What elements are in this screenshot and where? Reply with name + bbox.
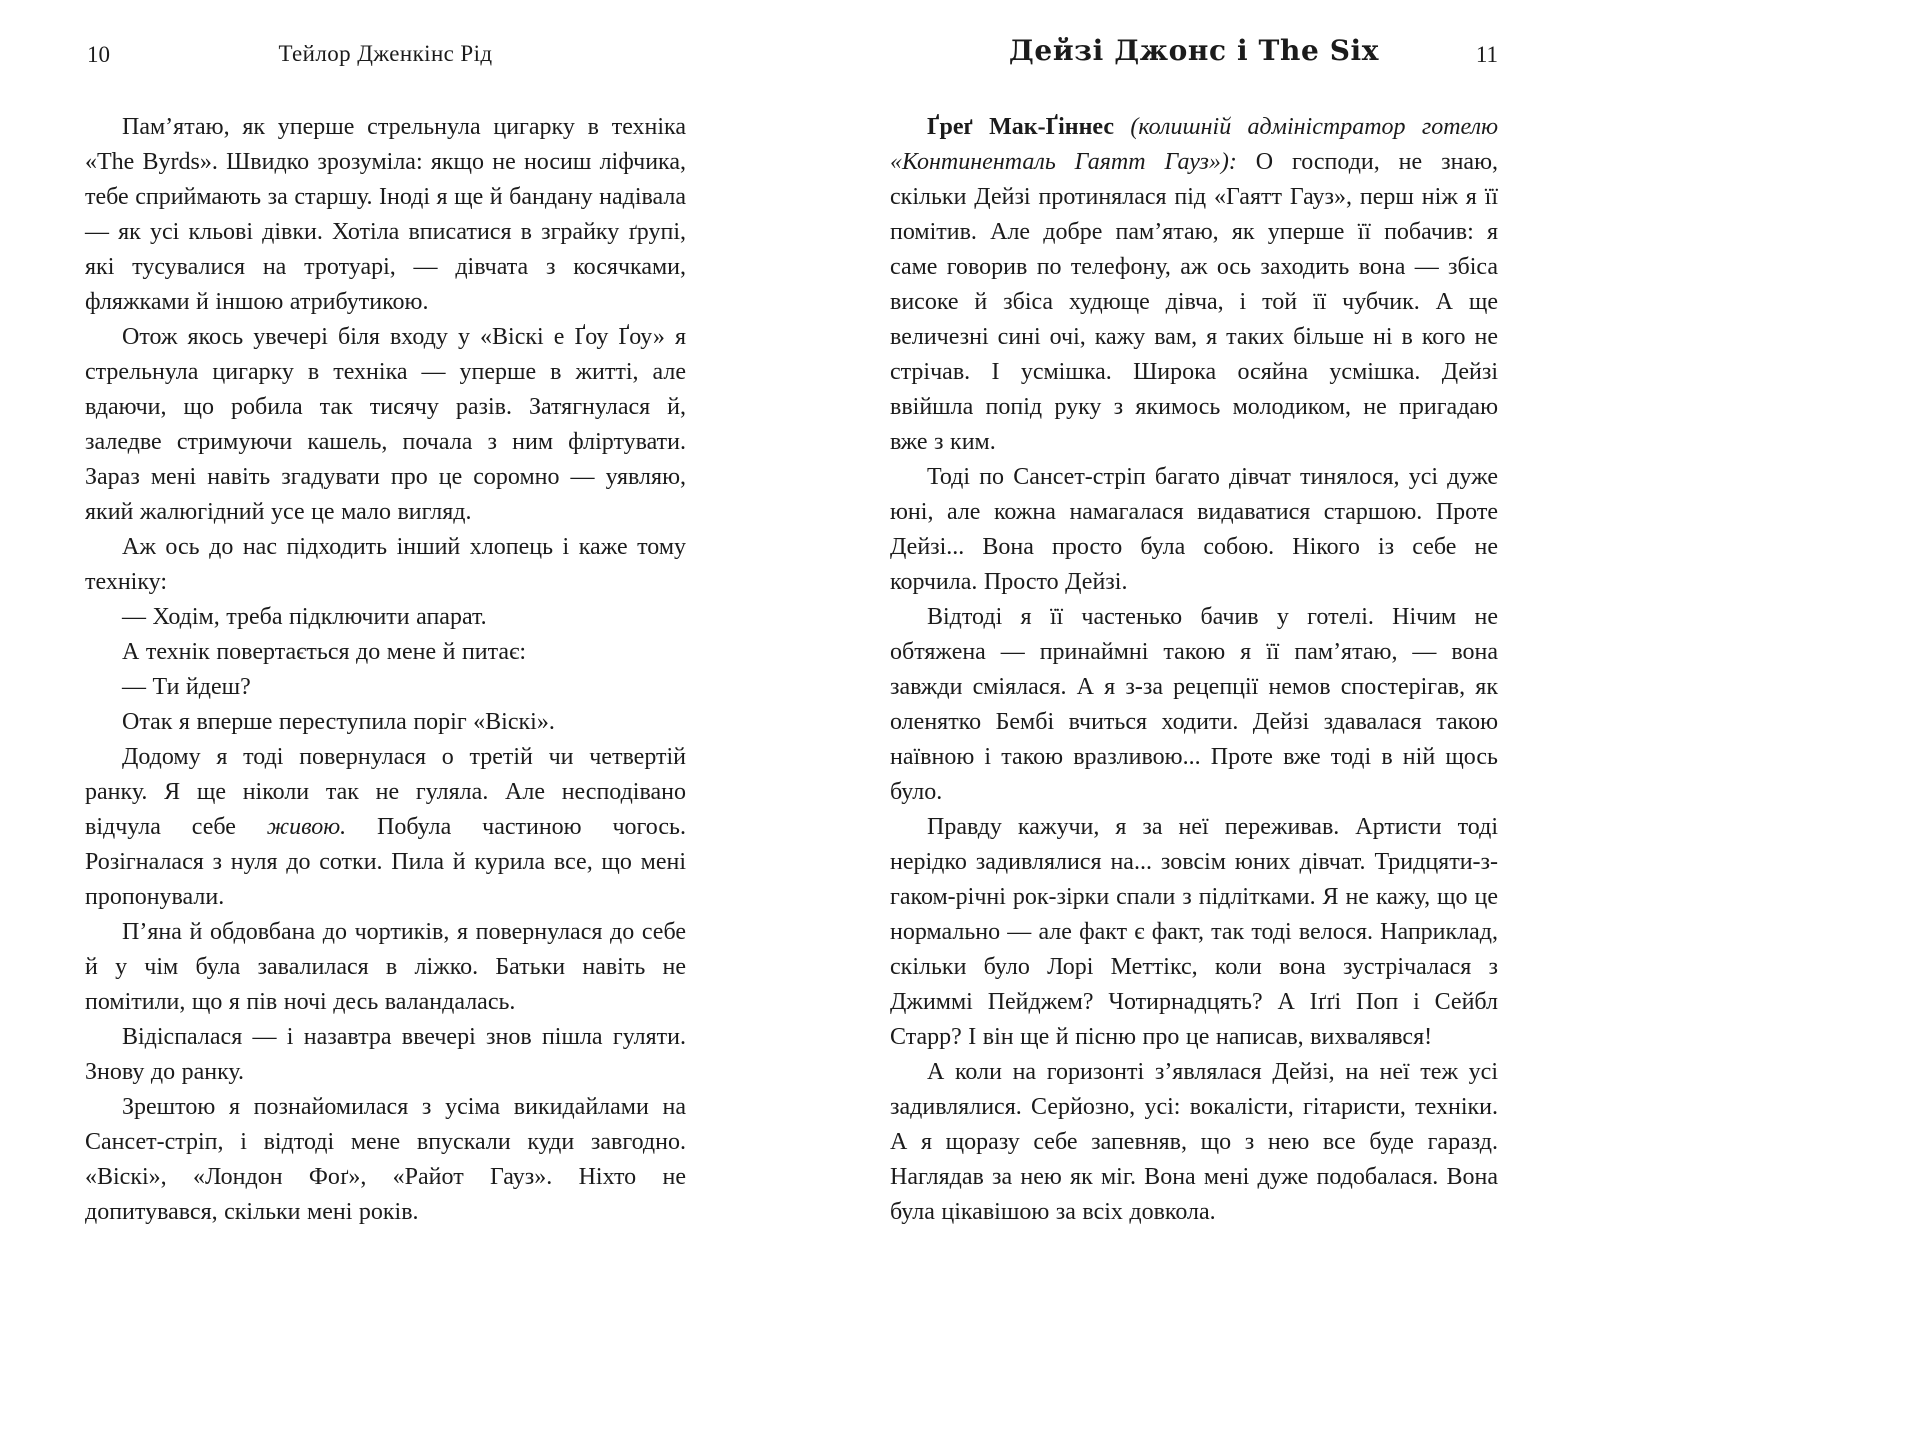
left-page [85, 0, 686, 1440]
right-page-text [890, 110, 1498, 1230]
text-segment: Зрештою я познайомилася з усіма викидайлами на Сансет-стріп, і відтоді мене впускали куди завгодно. «Віскі», «Лондон Фоґ», «Райот Гауз». Ніхто не допитувався, скільки мені років. [85, 1094, 686, 1225]
paragraph [890, 810, 1498, 1055]
paragraph [85, 1020, 686, 1090]
text-segment: А технік повертається до мене й питає: [122, 639, 527, 665]
paragraph [890, 110, 1498, 460]
text-segment: Пам’ятаю, як уперше стрельнула цигарку в техніка «The Byrds». Швидко зрозуміла: якщо не носиш ліфчика, тебе сприймають за старшу. Іноді я ще й бандану надівала — як усі кльові дівки. Хотіла вписатися в зграйку ґрупі, які тусувалися на тротуарі, — дівчата з косячками, фляжками й іншою атрибутикою. [85, 114, 686, 315]
paragraph [85, 110, 686, 320]
paragraph [890, 600, 1498, 810]
text-segment: Відіспалася — і назавтра ввечері знов пішла гуляти. Знову до ранку. [85, 1024, 686, 1085]
text-segment: Правду кажучи, я за неї переживав. Артисти тоді нерідко задивлялися на... зовсім юних дівчат. Тридцяти-з-гаком-річні рок-зірки спали з підлітками. Я не кажу, що це нормально — але факт є факт, так тоді велося. Наприклад, скільки було Лорі Меттікс, коли вона зустрічалася з Джиммі Пейджем? Чотирнадцять? А Іґґі Поп і Сейбл Старр? І він ще й пісню про це написав, вихвалявся! [890, 814, 1498, 1050]
text-segment: А коли на горизонті з’являлася Дейзі, на неї теж усі задивлялися. Серйозно, усі: вокалісти, гітаристи, техніки. А я щоразу себе запевняв, що з нею все буде гаразд. Наглядав за нею як міг. Вона мені дуже подобалася. Вона була цікавішою за всіх довкола. [890, 1059, 1498, 1225]
text-segment: Аж ось до нас підходить інший хлопець і каже тому техніку: [85, 534, 686, 595]
text-segment: Побула частиною чогось. Розігналася з нуля до сотки. Пила й курила все, що мені пропонували. [85, 814, 686, 910]
bold-text-segment: Ґреґ Мак-Ґіннес [927, 114, 1131, 140]
italic-text-segment: (колишній адміністратор готелю «Континенталь Гаятт Гауз»): [890, 114, 1498, 175]
italic-text-segment: живою. [266, 814, 347, 840]
paragraph [85, 740, 686, 915]
text-segment: О господи, не знаю, скільки Дейзі протинялася під «Гаятт Гауз», перш ніж я її помітив. Але добре пам’ятаю, як уперше її побачив: я саме говорив по телефону, аж ось заходить вона — збіса високе й збіса худюще дівча, і той її чубчик. А ще величезні сині очі, кажу вам, я таких більше ні в кого не стрічав. І усмішка. Широка осяйна усмішка. Дейзі ввійшла попід руку з якимось молодиком, не пригадаю вже з ким. [890, 149, 1498, 455]
text-segment: Відтоді я її частенько бачив у готелі. Нічим не обтяжена — принаймні такою я її пам’ятаю, — вона завжди сміялася. А я з-за рецепції немов спостерігав, як оленятко Бембі вчиться ходити. Дейзі здавалася такою наївною і такою вразливою... Проте вже тоді в ній щось було. [890, 604, 1498, 805]
left-page-text [85, 110, 686, 1230]
text-segment: — Ходім, треба підключити апарат. [122, 604, 487, 630]
paragraph [85, 530, 686, 600]
paragraph [890, 1055, 1498, 1230]
paragraph [85, 320, 686, 530]
right-running-head: Дейзі Джонс і The Six [1008, 34, 1380, 67]
left-running-head: Тейлор Дженкінс Рід [278, 41, 493, 66]
paragraph [85, 1090, 686, 1230]
text-segment: Додому я тоді повернулася о третій чи четвертій ранку. Я ще ніколи так не гуляла. Але несподівано відчула себе [85, 744, 686, 840]
paragraph [85, 915, 686, 1020]
right-page-number: 11 [1475, 42, 1498, 67]
text-segment: П’яна й обдовбана до чортиків, я повернулася до себе й у чім була завалилася в ліжко. Батьки навіть не помітили, що я пів ночі десь валандалась. [85, 919, 686, 1015]
text-segment: — Ти йдеш? [122, 674, 251, 700]
paragraph [85, 635, 686, 670]
text-segment: Тоді по Сансет-стріп багато дівчат тинялося, усі дуже юні, але кожна намагалася видаватися старшою. Проте Дейзі... Вона просто була собою. Нікого із себе не корчила. Просто Дейзі. [890, 464, 1498, 595]
left-page-number: 10 [87, 42, 110, 67]
right-page [890, 0, 1498, 1440]
paragraph [85, 600, 686, 635]
paragraph [890, 460, 1498, 600]
paragraph [85, 670, 686, 705]
text-segment: Отож якось увечері біля входу у «Віскі е Ґоу Ґоу» я стрельнула цигарку в техніка — уперше в житті, але вдаючи, що робила так тисячу разів. Затягнулася й, заледве стримуючи кашель, почала з ним фліртувати. Зараз мені навіть згадувати про це соромно — уявляю, який жалюгідний усе це мало вигляд. [85, 324, 686, 525]
paragraph [85, 705, 686, 740]
text-segment: Отак я вперше переступила поріг «Віскі». [122, 709, 555, 735]
